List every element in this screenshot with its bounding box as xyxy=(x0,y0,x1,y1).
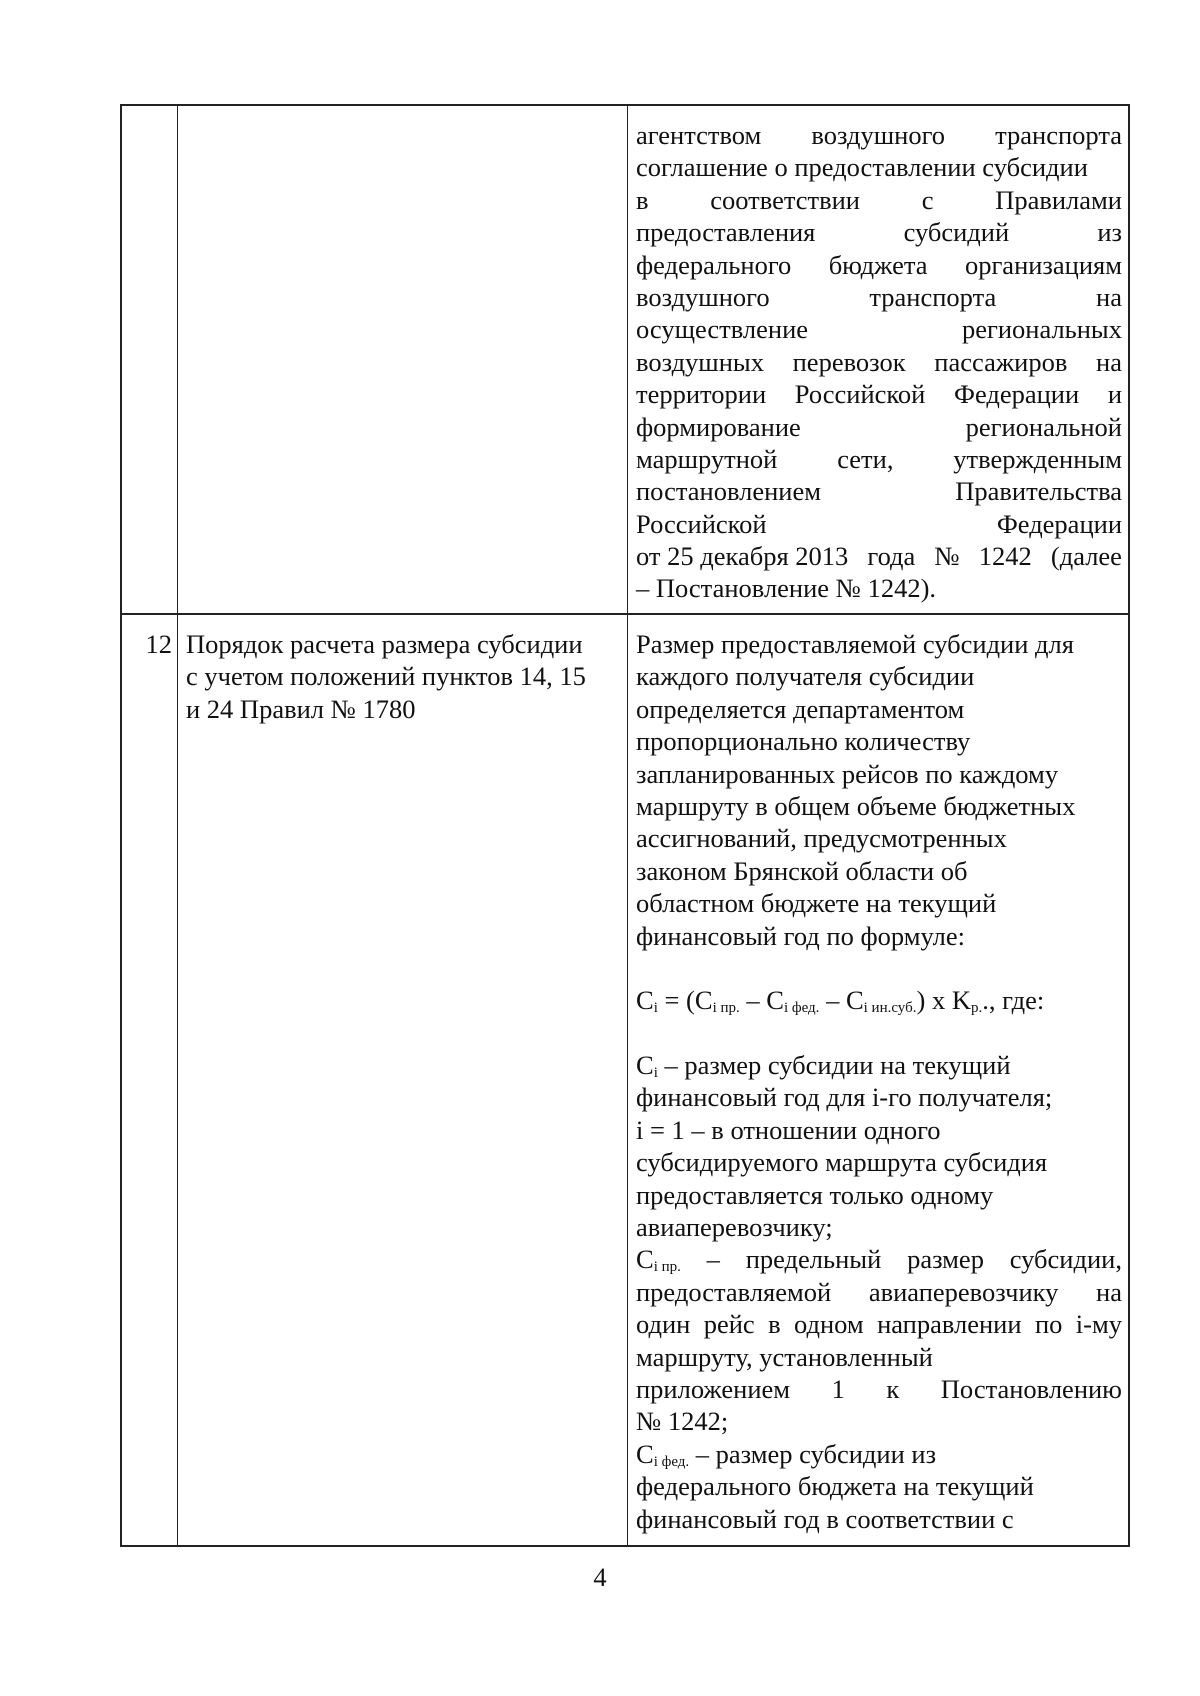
word: соглашение о предоставлении субсидии xyxy=(636,152,1088,183)
row-divider xyxy=(122,613,1128,615)
intro-line: определяется департаментом xyxy=(636,693,965,724)
word: с xyxy=(921,184,934,215)
definition-cifed-line: федерального бюджета на текущий xyxy=(636,1471,1034,1502)
word: осуществление xyxy=(636,314,809,345)
word: i-му xyxy=(1075,1309,1122,1340)
word: Российской xyxy=(636,508,767,539)
definition-ci-line xyxy=(636,1049,1122,1081)
word: 1242 xyxy=(978,541,1032,572)
word: субсидии, xyxy=(1009,1244,1122,1275)
word: 1 xyxy=(831,1373,845,1404)
formula-subscript: i ин.суб. xyxy=(863,1000,917,1017)
word: бюджета xyxy=(828,249,928,280)
word: пассажиров xyxy=(934,346,1068,377)
word: территории xyxy=(636,379,767,410)
row1-description-line xyxy=(636,411,1122,443)
word: Правилами xyxy=(995,184,1122,215)
definition-cipr-line: маршруту, установленный xyxy=(636,1341,933,1372)
definition-i-line: авиаперевозчику; xyxy=(636,1212,833,1243)
word: транспорта xyxy=(995,120,1122,150)
intro-line: областном бюджете на текущий xyxy=(636,888,997,919)
word: авиаперевозчику xyxy=(868,1276,1059,1307)
intro-line: ассигнований, предусмотренных xyxy=(636,823,1007,854)
word: формирование xyxy=(636,411,801,442)
definition-cifed-line: финансовый год в соответствии с xyxy=(636,1503,1014,1534)
definition-cipr-line xyxy=(636,1276,1122,1308)
intro-line: Размер предоставляемой субсидии для xyxy=(636,629,1074,659)
intro-line: пропорционально количеству xyxy=(636,726,971,757)
formula-symbol: C xyxy=(636,985,654,1016)
intro-line: запланированных рейсов по каждому xyxy=(636,758,1059,789)
word: – xyxy=(706,1244,720,1275)
row2-title-line: Порядок расчета размера субсидии xyxy=(186,629,583,659)
word: перевозок xyxy=(792,346,906,377)
definition-cipr-line xyxy=(636,1308,1122,1340)
row1-description-line xyxy=(636,572,1122,604)
row2-description-cell xyxy=(636,628,1122,1535)
row2-number: 12 xyxy=(145,629,172,659)
word: один xyxy=(636,1309,691,1340)
word: года xyxy=(867,541,916,572)
definition-cipr-line xyxy=(636,1243,1122,1275)
row1-description-cell xyxy=(636,119,1122,605)
row1-description-line xyxy=(636,508,1122,540)
definition-i-line: i = 1 – в отношении одного xyxy=(636,1114,941,1145)
document-table xyxy=(120,104,1130,1547)
formula-part: – C xyxy=(819,985,864,1016)
page-number: 4 xyxy=(593,1562,607,1592)
word: предельный xyxy=(745,1244,882,1275)
row1-description-line xyxy=(636,119,1122,151)
intro-line: законом Брянской области об xyxy=(636,855,968,886)
row1-description-line xyxy=(636,443,1122,475)
word: постановлением xyxy=(636,476,821,507)
word: от 25 декабря 2013 xyxy=(636,541,849,572)
word: в xyxy=(768,1309,781,1340)
row1-description-line xyxy=(636,184,1122,216)
word: на xyxy=(1096,346,1122,377)
word: предоставления xyxy=(636,217,816,248)
word: направлении xyxy=(877,1309,1022,1340)
word: субсидий xyxy=(903,217,1010,248)
word: маршрутной xyxy=(636,443,778,474)
formula-subscript: i xyxy=(653,1000,658,1017)
row1-description-line xyxy=(636,281,1122,313)
formula-subscript: i фед. xyxy=(783,1000,820,1017)
definition-symbol: C xyxy=(636,1438,654,1469)
row1-description-line xyxy=(636,216,1122,248)
definition-symbol: C xyxy=(636,1050,654,1081)
row1-description-line xyxy=(636,151,1122,183)
row1-description-line xyxy=(636,313,1122,345)
word: № xyxy=(934,541,960,572)
definition-symbol-letter: C xyxy=(636,1244,654,1275)
word: региональных xyxy=(961,314,1122,345)
definition-cipr-line xyxy=(636,1373,1122,1405)
definition-cifed-line xyxy=(636,1438,1122,1470)
row1-description-line xyxy=(636,249,1122,281)
word: одном xyxy=(794,1309,864,1340)
word: по xyxy=(1034,1309,1063,1340)
formula-subscript: р. xyxy=(970,1000,983,1017)
word: в xyxy=(636,184,649,215)
intro-line: финансовый год по формуле: xyxy=(636,920,965,951)
row1-description-line xyxy=(636,378,1122,410)
word: Правительства xyxy=(955,476,1122,507)
formula-part: ) x K xyxy=(916,985,971,1016)
word: соответствии xyxy=(710,184,860,215)
intro-line: маршруту в общем объеме бюджетных xyxy=(636,790,1076,821)
formula-part: – C xyxy=(739,985,784,1016)
definition-ci-line: финансовый год для i-го получателя; xyxy=(636,1082,1053,1113)
word: рейс xyxy=(703,1309,755,1340)
row1-description-line xyxy=(636,475,1122,507)
spacer xyxy=(636,952,1122,984)
definition-symbol xyxy=(636,1243,681,1275)
formula-part: ., где: xyxy=(982,985,1045,1016)
word: и xyxy=(1107,379,1122,410)
word: агентством xyxy=(636,120,762,150)
definition-i-line: субсидируемого маршрута субсидия xyxy=(636,1147,1048,1178)
row1-description-line xyxy=(636,540,1122,572)
formula-part: = (C xyxy=(657,985,713,1016)
word: Российской xyxy=(794,379,926,410)
word: – Постановление № 1242). xyxy=(636,573,937,604)
word: региональной xyxy=(965,411,1122,442)
subsidy-formula xyxy=(636,984,1122,1016)
word: утвержденным xyxy=(953,443,1122,474)
definition-subscript: i пр. xyxy=(653,1259,681,1276)
word: из xyxy=(1097,217,1122,248)
word: размер xyxy=(907,1244,984,1275)
definition-text: – размер субсидии из xyxy=(689,1438,937,1469)
formula-subscript: i пр. xyxy=(712,1000,740,1017)
word: воздушного xyxy=(811,120,946,150)
word: на xyxy=(1096,1276,1122,1307)
word: (далее xyxy=(1050,541,1122,572)
word: на xyxy=(1096,281,1122,312)
word: сети, xyxy=(837,443,894,474)
word: воздушного xyxy=(636,281,770,312)
definition-cipr-line: № 1242; xyxy=(636,1406,729,1437)
definition-subscript: i фед. xyxy=(653,1453,690,1470)
word: транспорта xyxy=(869,281,997,312)
column-divider-1 xyxy=(177,106,178,1545)
word: воздушных xyxy=(636,346,764,377)
row2-title-line: и 24 Правил № 1780 xyxy=(186,693,416,724)
row1-description-line xyxy=(636,346,1122,378)
word: Федерации xyxy=(954,379,1080,410)
word: к xyxy=(886,1373,900,1404)
spacer xyxy=(636,1017,1122,1049)
word: Федерации xyxy=(996,508,1122,539)
word: приложением xyxy=(636,1373,791,1404)
word: организациям xyxy=(964,249,1122,280)
column-divider-2 xyxy=(627,106,628,1545)
definition-i-line: предоставляется только одному xyxy=(636,1179,994,1210)
intro-line: каждого получателя субсидии xyxy=(636,661,975,692)
row2-title-cell xyxy=(186,628,622,725)
word: Постановлению xyxy=(940,1373,1122,1404)
word: федерального xyxy=(636,249,792,280)
row2-title-line: с учетом положений пунктов 14, 15 xyxy=(186,661,586,692)
definition-text: – размер субсидии на текущий xyxy=(657,1050,1011,1081)
definition-subscript: i xyxy=(653,1065,658,1082)
word: предоставляемой xyxy=(636,1276,832,1307)
